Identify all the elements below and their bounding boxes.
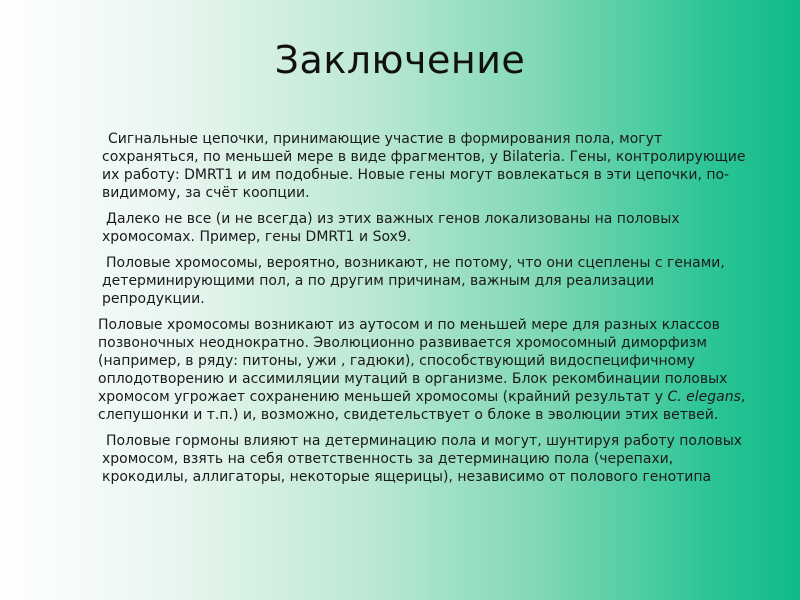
slide-title: Заключение <box>274 38 526 82</box>
paragraph-sex-hormones: Половые гормоны влияют на детерминацию пола и могут, шунтируя работу половых хромосом, взять на себя ответственность за детерминацию пола (черепахи, крокодилы, аллигаторы, некоторые ящерицы), независимо от полового генотипа <box>102 433 743 485</box>
paragraph-text-after: , слепушонки и т.п.) и, возможно, свидетельствует о блоке в эволюции этих ветвей. <box>98 389 746 423</box>
species-name-italic: C. elegans <box>667 389 741 405</box>
paragraph-signal-chains: Сигнальные цепочки, принимающие участие в формирования пола, могут сохраняться, по меньшей мере в виде фрагментов, у Bilateria. Гены, контролирующие их работу: DMRT1 и им подобные. Новые гены могут вовлекаться в эти цепочки, по-видимому, за счёт коопции. <box>102 131 746 201</box>
paragraph-sex-chromosomes-origin: Половые хромосомы, вероятно, возникают, не потому, что они сцеплены с генами, детерминирующими пол, а по другим причинам, важным для реализации репродукции. <box>102 255 725 307</box>
slide-body <box>90 130 750 494</box>
paragraph-text-before: Половые хромосомы возникают из аутосом и по меньшей мере для разных классов позвоночных неоднократно. Эволюционно развивается хромосомный диморфизм (например, в ряду: питоны, ужи , гадюки), способствующий видоспецифичному оплодотворению и ассимиляции мутаций в организме. Блок рекомбинации половых хромосом угрожает сохранению меньшей хромосомы (крайний результат у <box>98 317 728 405</box>
paragraph-sex-chromosomes-evolution <box>86 316 750 424</box>
paragraph-genes-localization: Далеко не все (и не всегда) из этих важных генов локализованы на половых хромосомах. Пример, гены DMRT1 и Sox9. <box>102 211 680 245</box>
